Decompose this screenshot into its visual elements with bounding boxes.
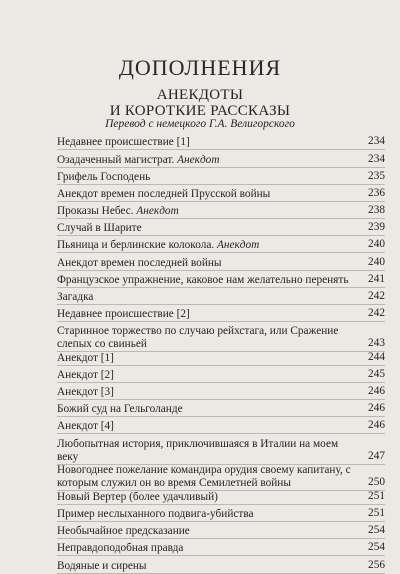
toc-entry — [57, 491, 385, 505]
toc-entry — [57, 274, 385, 288]
toc-entry-title: Озадаченный магистрат. — [57, 154, 178, 166]
toc-entry-title: Анекдот [3] — [57, 386, 114, 398]
toc-entry-title: Необычайное предсказание — [57, 525, 190, 537]
toc-entry — [57, 325, 385, 352]
toc-entry-page-number: 254 — [368, 524, 385, 536]
toc-entry-page-number: 244 — [368, 351, 385, 363]
toc-entry-page-number: 251 — [368, 507, 385, 519]
toc-entry-title: Проказы Небес. — [57, 205, 137, 217]
toc-entry — [57, 403, 385, 417]
toc-entry — [57, 222, 385, 236]
toc-entry-title: Анекдот [1] — [57, 352, 114, 364]
toc-entry-page-number: 256 — [368, 559, 385, 571]
toc-entry-page-number: 246 — [368, 419, 385, 431]
toc-entry — [57, 464, 385, 491]
toc-entry — [57, 525, 385, 539]
toc-entry-title: Неправдоподобная правда — [57, 542, 184, 554]
toc-entry-page-number: 238 — [368, 204, 385, 216]
toc-entry-genre: Анекдот — [177, 154, 220, 166]
toc-entry — [57, 420, 385, 434]
toc-entry — [57, 136, 385, 150]
toc-entry-title: Анекдот времен последней войны — [57, 257, 222, 269]
section-subtitle — [0, 87, 400, 119]
toc-entry-title: Пьяница и берлинские колокола. — [57, 239, 217, 251]
toc-entry-title: Случай в Шарите — [57, 222, 142, 234]
toc-entry — [57, 239, 385, 253]
toc-entry — [57, 205, 385, 219]
toc-entry-title: Недавнее происшествие [1] — [57, 136, 190, 148]
toc-entry-page-number: 236 — [368, 187, 385, 199]
toc-entry — [57, 560, 385, 574]
toc-entry-title: Загадка — [57, 291, 94, 303]
toc-entry-title: Французское упражнение, каковое нам желательно перенять — [57, 274, 349, 286]
toc-entry-page-number: 240 — [368, 238, 385, 250]
toc-entry — [57, 291, 385, 305]
toc-entry-page-number: 240 — [368, 256, 385, 268]
toc-entry-genre: Анекдот — [136, 205, 179, 217]
toc-entry-genre: Анекдот — [217, 239, 260, 251]
toc-entry — [57, 154, 385, 168]
toc-entry — [57, 369, 385, 383]
toc-entry-page-number: 234 — [368, 135, 385, 147]
toc-entry — [57, 386, 385, 400]
toc-entry-title: Старинное торжество по случаю рейхстага, или Сражение слепых со свиньей — [57, 325, 339, 350]
toc-entry-title: Анекдот [4] — [57, 420, 114, 432]
toc-entry-title: Новогоднее пожелание командира орудия своему капитану, с которым служил он во время Семилетней войны — [57, 464, 351, 489]
toc-entry-title: Недавнее происшествие [2] — [57, 308, 190, 320]
toc-entry — [57, 257, 385, 271]
toc-entry-page-number: 243 — [368, 337, 385, 349]
subtitle-line-1: АНЕКДОТЫ — [156, 87, 244, 103]
toc-entry-title: Водяные и сирены — [57, 560, 147, 572]
toc-entry-page-number: 239 — [368, 221, 385, 233]
toc-entry — [57, 542, 385, 556]
toc-entry-page-number: 251 — [368, 490, 385, 502]
toc-entry-page-number: 246 — [368, 402, 385, 414]
toc-entry-page-number: 247 — [368, 450, 385, 462]
toc-entry-title: Божий суд на Гельголанде — [57, 403, 183, 415]
toc-entry — [57, 508, 385, 522]
subtitle-line-2: И КОРОТКИЕ РАССКАЗЫ — [109, 103, 291, 119]
toc-entry-page-number: 250 — [368, 476, 385, 488]
toc-entry — [57, 188, 385, 202]
toc-entry-title: Любопытная история, приключившаяся в Италии на моем веку — [57, 438, 339, 463]
toc-entry-page-number: 254 — [368, 541, 385, 553]
section-title: ДОПОЛНЕНИЯ — [118, 55, 282, 80]
toc-entry-page-number: 245 — [368, 368, 385, 380]
toc-entry-title: Анекдот [2] — [57, 369, 114, 381]
toc-entry-title: Пример неслыханного подвига-убийства — [57, 508, 254, 520]
toc-entry-page-number: 241 — [368, 273, 385, 285]
toc-entry-page-number: 242 — [368, 290, 385, 302]
translator-credit: Перевод с немецкого Г.А. Велигорского — [105, 118, 295, 130]
toc-entry-title: Новый Вертер (более удачливый) — [57, 491, 218, 503]
toc-entry — [57, 308, 385, 322]
toc-entry-page-number: 235 — [368, 170, 385, 182]
toc-entry-title: Грифель Господень — [57, 171, 151, 183]
toc-entry — [57, 438, 385, 465]
toc-entry-title: Анекдот времен последней Прусской войны — [57, 188, 271, 200]
toc-entry — [57, 352, 385, 366]
toc-entry-page-number: 242 — [368, 307, 385, 319]
toc-entry — [57, 171, 385, 185]
toc-entry-page-number: 234 — [368, 153, 385, 165]
toc-entry-page-number: 246 — [368, 385, 385, 397]
